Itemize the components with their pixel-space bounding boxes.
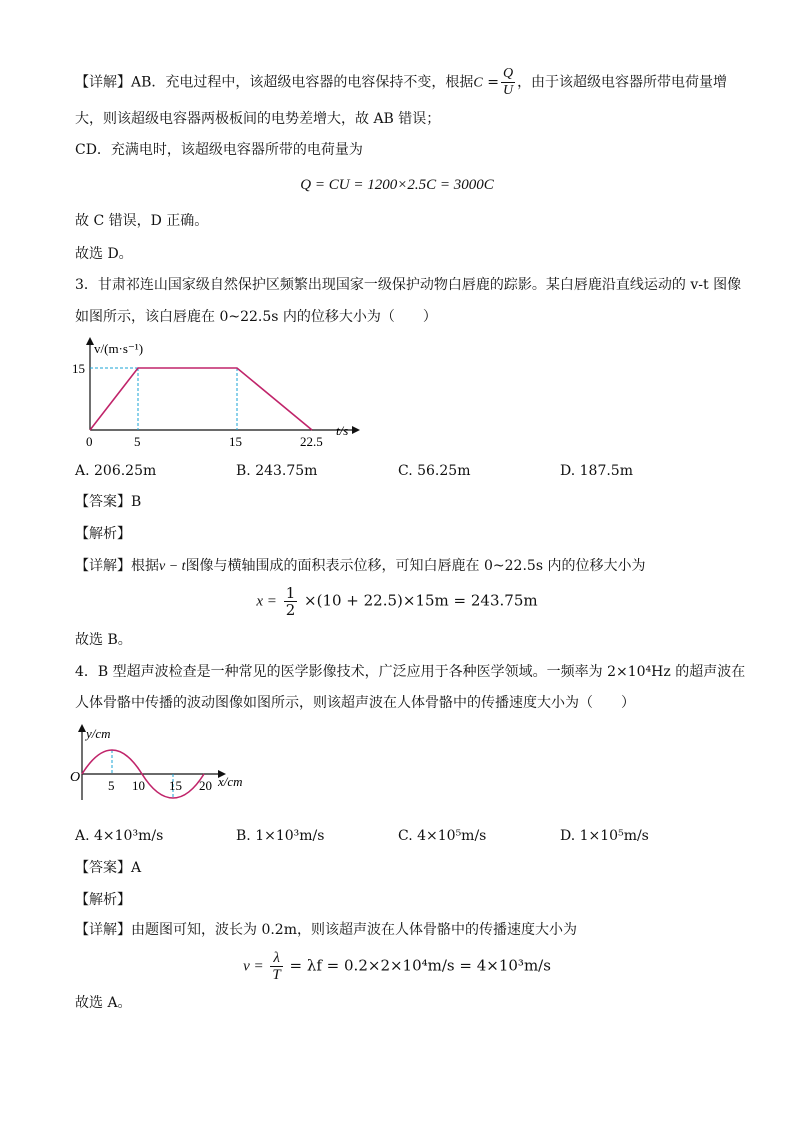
x-tick-15: 15 bbox=[229, 434, 242, 449]
q4-eq-rhs: = λf = 0.2×2×10⁴m/s = 4×10³m/s bbox=[289, 956, 551, 975]
q3-analysis: 【解析】 bbox=[75, 526, 131, 542]
x-tick-5: 5 bbox=[108, 778, 115, 793]
q4-answer: 【答案】A bbox=[75, 860, 142, 876]
q4-stem-line-1: 4．B 型超声波检查是一种常见的医学影像技术，广泛应用于各种医学领域。一频率为 2×10⁴Hz 的超声波在 bbox=[75, 664, 746, 680]
q3-answer: 【答案】B bbox=[75, 494, 142, 510]
q2-detail-text: 【详解】AB．充电过程中，该超级电容器的电容保持不变，根据 bbox=[75, 74, 474, 91]
q3-eq-fraction bbox=[284, 585, 298, 618]
q3-detail-vt: v − t bbox=[159, 559, 186, 574]
y-axis-arrow bbox=[86, 337, 94, 345]
q3-stem-line-2: 如图所示，该白唇鹿在 0~22.5s 内的位移大小为（ ） bbox=[75, 309, 437, 325]
vt-line bbox=[90, 368, 312, 430]
q3-vt-graph bbox=[70, 335, 360, 450]
q4-eq-lhs: v = bbox=[243, 958, 264, 975]
x-tick-15: 15 bbox=[169, 778, 182, 793]
q4-stem-line-2: 人体骨骼中传播的波动图像如图所示，则该超声波在人体骨骼中的传播速度大小为（ ） bbox=[75, 695, 635, 711]
q3-option-a[interactable]: A. 206.25m bbox=[75, 463, 157, 479]
q3-option-d[interactable]: D. 187.5m bbox=[560, 463, 633, 479]
q4-equation bbox=[0, 950, 794, 983]
q3-option-c[interactable]: C. 56.25m bbox=[398, 463, 471, 479]
q2-equation: Q = CU = 1200×2.5C = 3000C bbox=[300, 177, 494, 193]
q4-option-b[interactable]: B. 1×10³m/s bbox=[236, 828, 325, 844]
q4-eq-den: T bbox=[272, 967, 281, 983]
q3-detail-pre: 【详解】根据 bbox=[75, 558, 159, 574]
fraction-numerator: Q bbox=[502, 66, 514, 81]
q4-option-c[interactable]: C. 4×10⁵m/s bbox=[398, 828, 487, 844]
q3-eq-lhs: x = bbox=[256, 593, 277, 610]
q-over-u-fraction bbox=[501, 66, 515, 99]
q3-eq-num: 1 bbox=[285, 584, 296, 602]
fraction-denominator: U bbox=[502, 83, 514, 98]
x-axis-label: x/cm bbox=[218, 774, 243, 789]
q3-detail-post: 图像与横轴围成的面积表示位移，可知白唇鹿在 0~22.5s 内的位移大小为 bbox=[185, 558, 646, 574]
q4-detail: 【详解】由题图可知，波长为 0.2m，则该超声波在人体骨骼中的传播速度大小为 bbox=[75, 922, 577, 938]
x-tick-20: 20 bbox=[199, 778, 212, 793]
y-axis-arrow bbox=[78, 724, 86, 732]
origin-label: O bbox=[70, 770, 81, 785]
x-axis-label: t/s bbox=[336, 423, 349, 438]
q3-option-b[interactable]: B. 243.75m bbox=[236, 463, 318, 479]
q4-option-d[interactable]: D. 1×10⁵m/s bbox=[560, 828, 649, 844]
q4-wave-graph bbox=[70, 720, 260, 810]
q3-eq-rhs: ×(10 + 22.5)×15m = 243.75m bbox=[304, 591, 538, 610]
q4-select: 故选 A。 bbox=[75, 995, 132, 1011]
formula-c: C bbox=[473, 75, 483, 91]
x-tick-5: 5 bbox=[134, 434, 141, 449]
y-axis-label: y/cm bbox=[86, 726, 111, 741]
q2-detail-line-1: 【详解】AB．充电过程中，该超级电容器的电容保持不变，根据C = $\frac{Q}{U}$ ，由于该超级电容器所带电荷量增 bbox=[75, 66, 728, 98]
x-tick-0: 0 bbox=[86, 434, 93, 449]
q4-analysis: 【解析】 bbox=[75, 892, 131, 908]
q2-conclusion: 故 C 错误，D 正确。 bbox=[75, 213, 209, 229]
q4-eq-num: λ bbox=[270, 950, 282, 967]
x-axis-arrow bbox=[352, 426, 360, 434]
q3-detail bbox=[75, 556, 645, 577]
q3-stem-line-1: 3．甘肃祁连山国家级自然保护区频繁出现国家一级保护动物白唇鹿的踪影。某白唇鹿沿直线运动的 v-t 图像 bbox=[75, 277, 742, 293]
q4-option-a[interactable]: A. 4×10³m/s bbox=[75, 828, 164, 844]
q4-eq-fraction bbox=[270, 950, 282, 983]
y-axis-label: v/(m·s⁻¹) bbox=[94, 341, 144, 356]
y-tick-15: 15 bbox=[72, 361, 85, 376]
q3-eq-den: 2 bbox=[285, 601, 296, 619]
q2-detail-line-3: CD．充满电时，该超级电容器所带的电荷量为 bbox=[75, 142, 363, 158]
q2-detail-line-2: 大，则该超级电容器两极板间的电势差增大，故 AB 错误； bbox=[75, 111, 441, 127]
q3-equation bbox=[0, 585, 794, 618]
x-tick-10: 10 bbox=[132, 778, 145, 793]
q2-select: 故选 D。 bbox=[75, 246, 133, 262]
q2-detail-text-post: ，由于该超级电容器所带电荷量增 bbox=[517, 74, 728, 91]
x-tick-22-5: 22.5 bbox=[300, 434, 323, 449]
q3-select: 故选 B。 bbox=[75, 632, 132, 648]
